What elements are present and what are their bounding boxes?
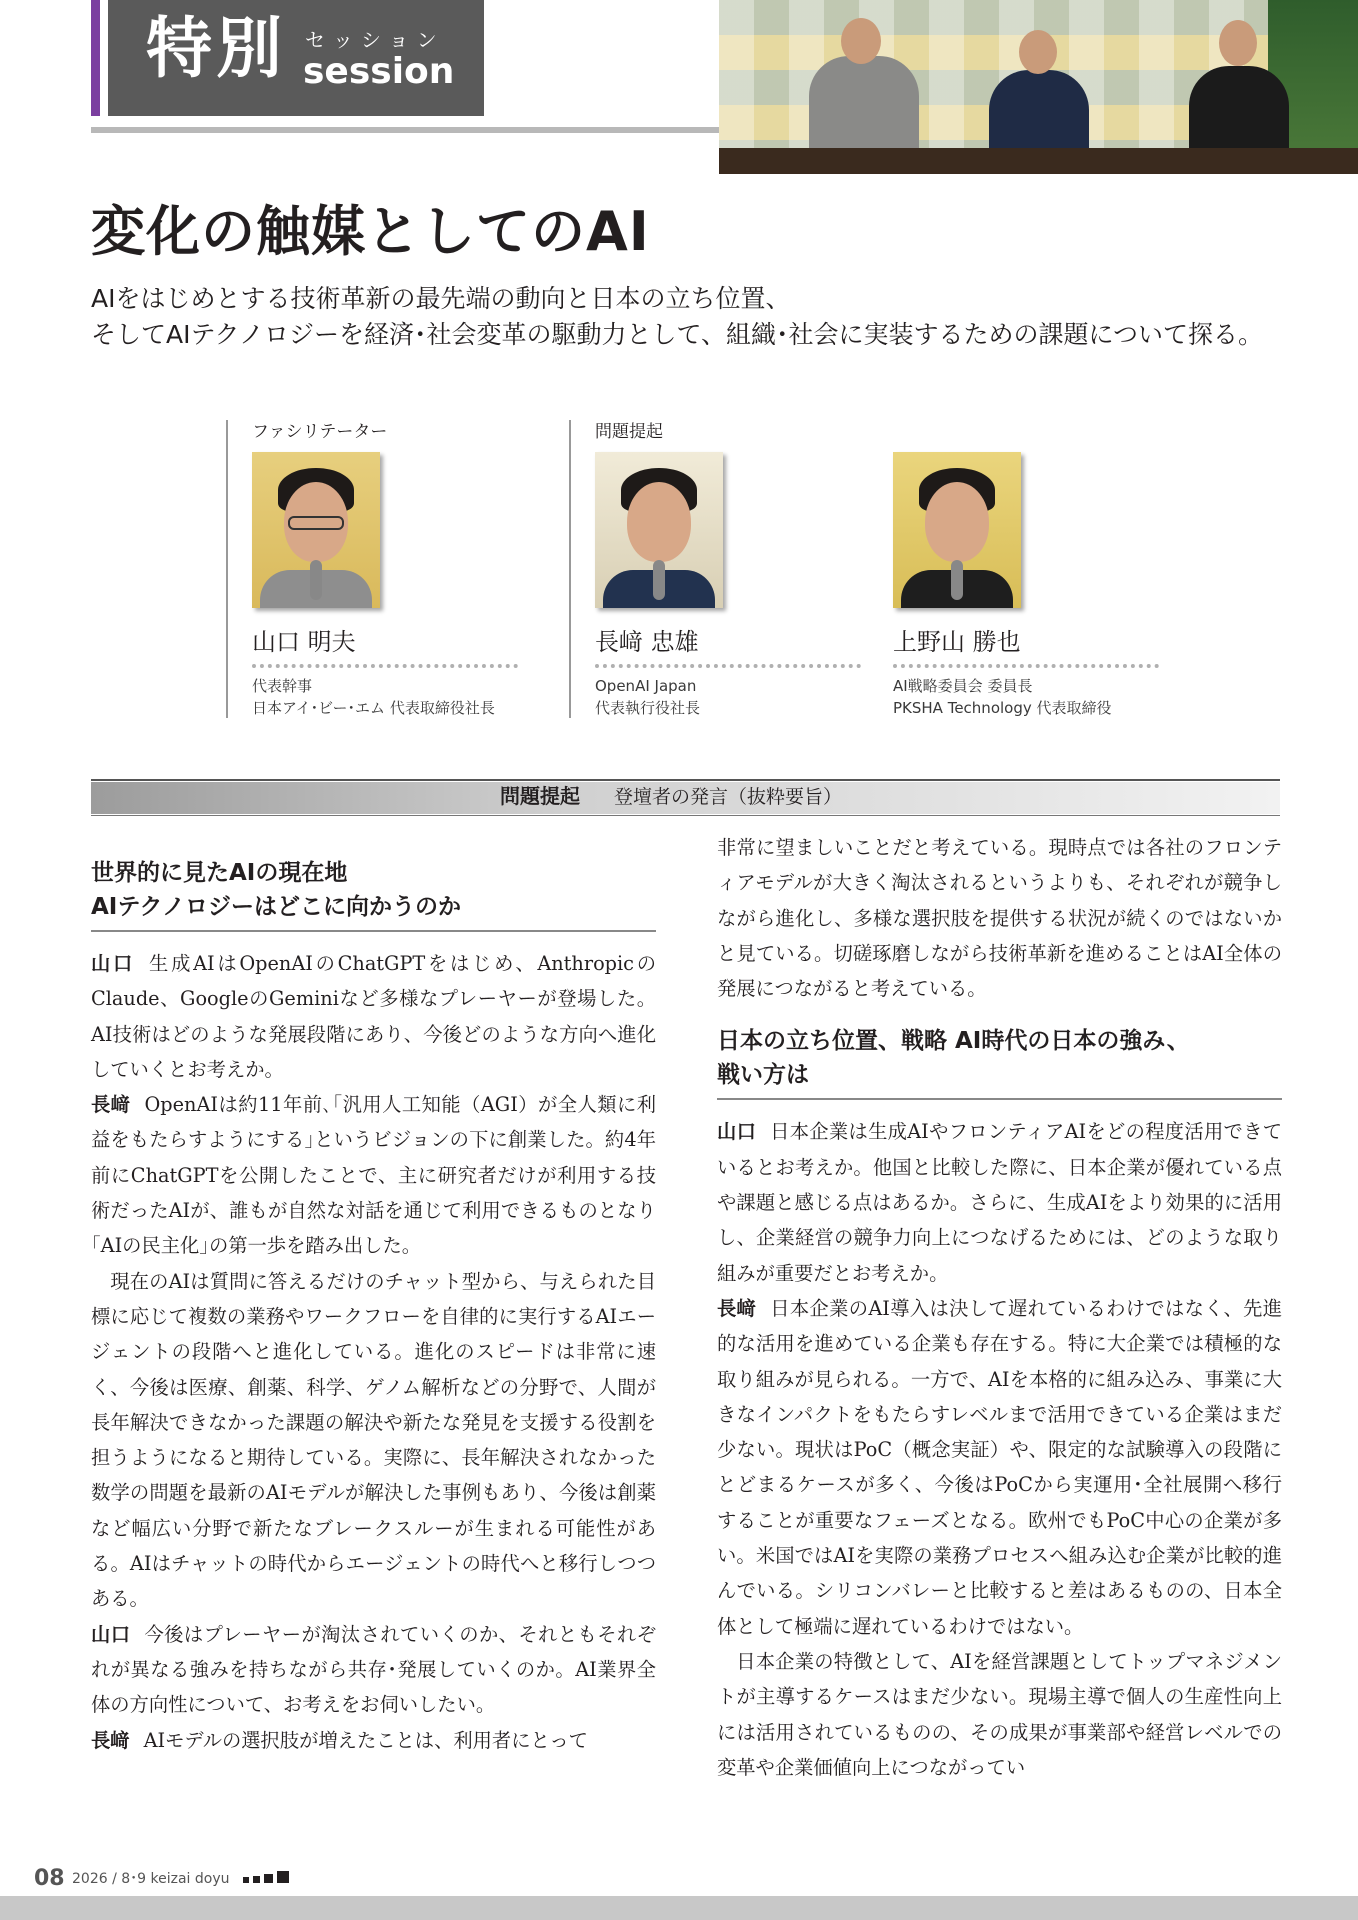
dialogue-paragraph [91,1264,656,1617]
header-rule [91,127,719,133]
panelist-name: 長﨑 忠雄 [595,628,699,656]
panelist-title: AI戦略委員会 委員長 [893,677,1033,695]
dialogue-text: 現在のAIは質問に答えるだけのチャット型から、与えられた目標に応じて複数の業務やワークフローを自律的に実行するAIエージェントの段階へと進化している。進化のスピードは非常に速く、今後は医療、創薬、科学、ゲノム解析などの分野で、人間が長年解決できなかった課題の解決や新たな発見を支援する役割を担うようになると期待している。実際に、長年解決されなかった数学の問題を最新のAIモデルが解決した事例もあり、今後は創薬など幅広い分野で新たなブレークスルーが生まれる可能性がある。AIはチャットの時代からエージェントの時代へと移行しつつある。 [91,1269,656,1611]
speaker-label: 長﨑 [91,1093,131,1117]
name-dots [893,664,1159,668]
dialogue-paragraph [91,1723,656,1758]
section-subtitle: 登壇者の発言（抜粋要旨） [614,786,843,808]
session-kana: セッション [305,28,445,52]
panelist-title: 代表執行役社長 [595,699,701,717]
portrait-photo [252,452,380,608]
lead-line: AIをはじめとする技術革新の最先端の動向と日本の立ち位置、 [91,284,791,313]
portrait-photo [893,452,1021,608]
panelist-title: 日本アイ･ビー･エム 代表取締役社長 [252,699,495,717]
section-rule [91,779,1280,781]
dialogue-text: AIモデルの選択肢が増えたことは、利用者にとって [143,1728,588,1752]
dialogue-paragraph [91,946,656,1087]
section-label: 問題提起 [500,784,580,808]
speaker-label: 山口 [717,1120,757,1144]
section-heading: 日本の立ち位置、戦略 AI時代の日本の強み、 [717,1028,1190,1055]
panelist-role: ファシリテーター [252,422,388,442]
name-dots [595,664,861,668]
divider [569,420,571,718]
speaker-label: 長﨑 [91,1728,130,1752]
dialogue-text: 生成AIはOpenAIのChatGPTをはじめ、AnthropicのClaude、GoogleのGeminiなど多様なプレーヤーが登場した。AI技術はどのような発展段階にあり、今後どのような方向へ進化していくとお考えか。 [91,952,656,1081]
heading-rule [717,1098,1282,1100]
dialogue-text: OpenAIは約11年前､｢汎用人工知能（AGI）が全人類に利益をもたらすようにする｣というビジョンの下に創業した。約4年前にChatGPTを公開したことで、主に研究者だけが利用する技術だったAIが、誰もが自然な対話を通じて利用できるものとなり｢AIの民主化｣の第一歩を踏み出した。 [91,1093,657,1258]
panelist-name: 山口 明夫 [252,628,356,656]
section-heading: AIテクノロジーはどこに向かうのか [91,894,461,920]
panelist-role: 問題提起 [595,422,663,442]
speaker-label: 山口 [91,1622,131,1646]
heading-rule [91,930,656,932]
section-heading: 世界的に見たAIの現在地 [91,860,348,886]
speaker-label: 山口 [91,952,136,975]
dialogue-text: 日本企業のAI導入は決して遅れているわけではなく、先進的な活用を進めている企業も存在する。特に大企業では積極的な取り組みが見られる。一方で、AIを本格的に組み込み、事業に大きなインパクトをもたらすレベルまで活用できている企業はまだ少ない。現状はPoC（概念実証）や、限定的な試験導入の段階にとどまるケースが多く、今後はPoCから実運用･全社展開へ移行することが重要なフェーズとなる。欧州でもPoC中心の企業が多い。米国ではAIを実際の業務プロセスへ組み込む企業が比較的進んでいる。シリコンバレーと比較すると差はあるものの、日本全体として極端に遅れているわけではない。 [717,1296,1282,1638]
dialogue-paragraph [717,1114,1282,1290]
speaker-label: 長﨑 [717,1296,757,1320]
article-title: 変化の触媒としてのAI [91,200,650,263]
dialogue-text: 日本企業は生成AIやフロンティアAIをどの程度活用できているとお考えか。他国と比較した際に、日本企業が優れている点や課題と感じる点はあるか。さらに、生成AIをより効果的に活用し、企業経営の競争力向上につなげるためには、どのような取り組みが重要だとお考えか。 [717,1120,1282,1285]
dialogue-paragraph [717,1291,1282,1644]
special-label: 特別 [146,10,286,87]
issue-label: 2026 / 8･9 keizai doyu [72,1871,230,1887]
page-number: 08 [34,1866,65,1891]
section-rule [91,815,1280,816]
event-photo [719,0,1358,174]
header-accent-bar [91,0,100,116]
dialogue-paragraph [717,1644,1282,1785]
divider [226,420,228,718]
lead-line: そしてAIテクノロジーを経済･社会変革の駆動力として、組織･社会に実装するための課題について探る。 [91,320,1263,349]
session-label: session [303,51,455,92]
portrait-photo [595,452,723,608]
name-dots [252,664,518,668]
panelist-title: PKSHA Technology 代表取締役 [893,699,1112,717]
dialogue-paragraph [717,830,1282,1006]
dialogue-paragraph [91,1087,656,1263]
dialogue-text: 非常に望ましいことだと考えている。現時点では各社のフロンティアモデルが大きく淘汰されるというよりも、それぞれが競争しながら進化し、多様な選択肢を提供する状況が続くのではないかと見ている。切磋琢磨しながら技術革新を進めることはAI全体の発展につながると考えている。 [717,836,1282,1001]
panelist-title: 代表幹事 [252,677,313,695]
dialogue-text: 日本企業の特徴として、AIを経営課題としてトップマネジメントが主導するケースはまだ少ない。現場主導で個人の生産性向上には活用されているものの、その成果が事業部や経営レベルでの変革や企業価値向上につながってい [717,1649,1282,1779]
left-column [91,856,656,1758]
panelist-name: 上野山 勝也 [893,628,1021,656]
dialogue-text: 今後はプレーヤーが淘汰されていくのか、それともそれぞれが異なる強みを持ちながら共存･発展していくのか。AI業界全体の方向性について、お考えをお伺いしたい。 [91,1622,657,1717]
panelist-title: OpenAI Japan [595,677,697,695]
dialogue-paragraph [91,1617,656,1723]
right-column [717,830,1282,1785]
footer-band [0,1896,1358,1920]
section-heading: 戦い方は [717,1062,809,1089]
